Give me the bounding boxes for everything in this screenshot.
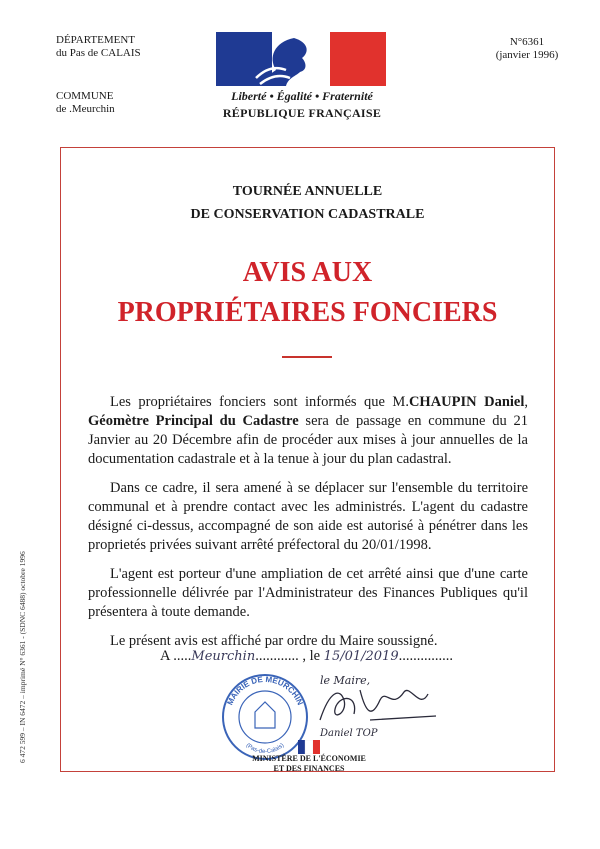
place-dots-1: ..... xyxy=(173,648,192,664)
date-dots: ............... xyxy=(398,648,453,664)
commune-name: de .Meurchin xyxy=(56,103,115,115)
flag-blue-band xyxy=(216,32,272,86)
commune-block xyxy=(56,90,196,116)
notice-body xyxy=(88,393,528,661)
side-print-reference: 6 472 599 – IN 6472 – imprimé N° 6361 - (SDNC 6488) octobre 1996 xyxy=(18,551,27,763)
republic-motto: Liberté • Égalité • Fraternité xyxy=(231,89,373,103)
form-number: N°6361 xyxy=(509,36,545,48)
title-line-2: PROPRIÉTAIRES FONCIERS xyxy=(117,297,498,328)
title-line-1: AVIS AUX xyxy=(242,257,373,288)
ministry-line-1: MINISTÈRE DE L'ÉCONOMIE xyxy=(252,754,366,763)
supertitle-line-2: DE CONSERVATION CADASTRALE xyxy=(190,207,425,222)
paragraph-4: Le présent avis est affiché par ordre du Maire soussigné. xyxy=(110,633,438,649)
mayor-signature xyxy=(300,670,460,750)
place-dots-2: ............ , le xyxy=(255,648,324,664)
handwritten-place: Meurchin xyxy=(191,649,256,664)
ministry-name xyxy=(244,754,374,774)
p1-comma: , xyxy=(524,394,528,410)
paragraph-3: L'agent est porteur d'une ampliation de cet arrêté ainsi que d'une carte professionnelle délivrée par l'Administrateur des Finances Publiques qu'il présentera à toute demande. xyxy=(88,566,528,620)
flag-red-band xyxy=(330,32,386,86)
title-divider xyxy=(282,356,332,358)
surveyor-role: Géomètre Principal du Cadastre xyxy=(88,413,299,429)
commune-label: COMMUNE xyxy=(56,90,114,102)
place-prefix: A xyxy=(160,648,174,664)
supertitle-line-1: TOURNÉE ANNUELLE xyxy=(232,184,383,199)
ministry-line-2: ET DES FINANCES xyxy=(273,764,345,773)
notice-supertitle xyxy=(60,180,555,226)
p1-intro: Les propriétaires fonciers sont informés que M. xyxy=(110,394,409,410)
department-label: DÉPARTEMENT xyxy=(56,34,135,46)
republic-name: RÉPUBLIQUE FRANÇAISE xyxy=(222,106,382,120)
signature-name: Daniel TOP xyxy=(320,728,378,739)
form-date: (janvier 1996) xyxy=(495,49,559,61)
surveyor-name: CHAUPIN Daniel xyxy=(408,394,525,410)
department-name: du Pas de CALAIS xyxy=(56,47,141,59)
signature-title: le Maire, xyxy=(320,674,371,687)
handwritten-date: 15/01/2019 xyxy=(323,649,399,664)
paragraph-2: Dans ce cadre, il sera amené à se déplacer sur l'ensemble du territoire communal et à prendre contact avec les administrés. L'agent du cadastre désigné ci-dessus, accompagné de son aide est autorisé à pénétrer dans les proprietés privées suivant arrêté préfectoral du 20/01/1998. xyxy=(88,480,528,553)
stamp-text-top: MAIRIE DE MEURCHIN xyxy=(225,674,305,707)
department-block xyxy=(56,34,196,60)
form-reference xyxy=(472,36,582,62)
town-hall-stamp xyxy=(220,672,310,762)
p1-rest: sera de passage en commune du 21 Janvier au 20 Décembre afin de procéder aux mises à jour annuelles de la documentation cadastrale et à la tenue à jour du plan cadastral. xyxy=(88,413,528,467)
notice-title xyxy=(60,253,555,333)
stamp-text-bottom: (Pas-de-Calais) xyxy=(244,742,286,756)
place-date-line xyxy=(160,648,560,665)
ministry-logo xyxy=(298,740,320,754)
paragraph-1 xyxy=(88,393,528,469)
